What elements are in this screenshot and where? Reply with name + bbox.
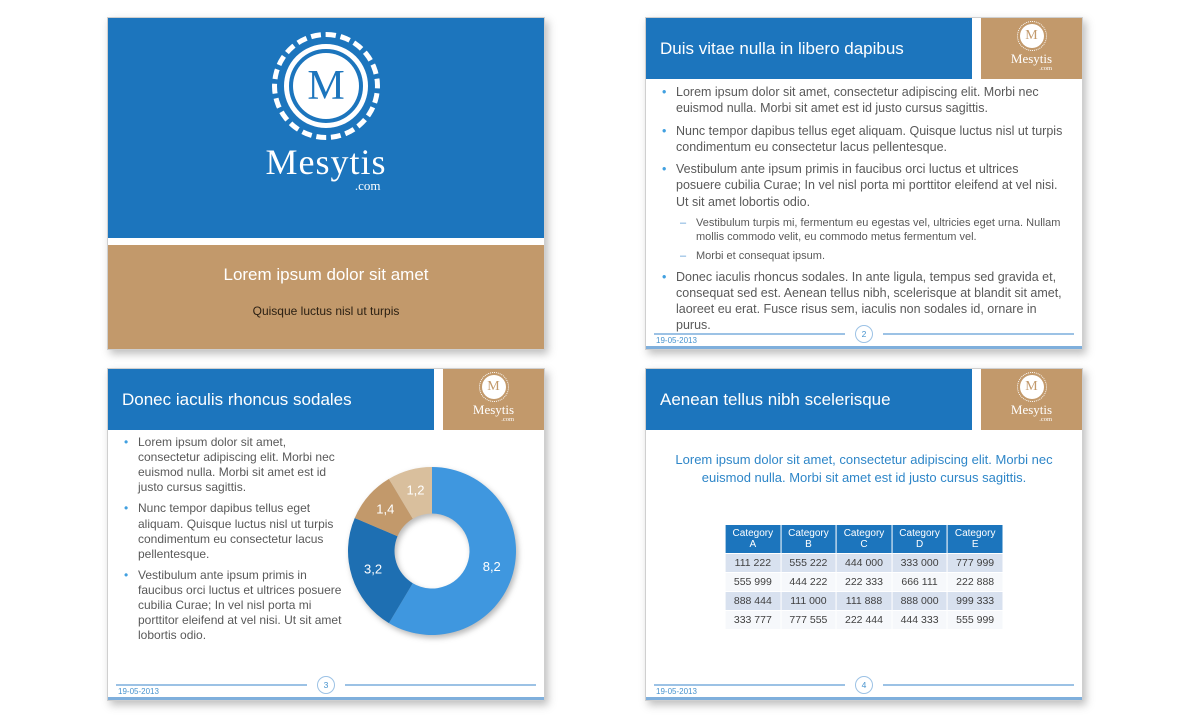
footer-line bbox=[345, 684, 536, 686]
slide-date: 19-05-2013 bbox=[656, 687, 697, 696]
brand-name: Mesytis bbox=[472, 402, 515, 418]
sub-bullet-item: – Morbi et consequat ipsum. bbox=[656, 249, 1066, 263]
logo-monogram-circle-icon bbox=[482, 375, 506, 399]
bullet-item: • Lorem ipsum dolor sit amet, consectetur adipiscing elit. Morbi nec euismod nulla. Morbi sit amet est id justo cursus sagittis. bbox=[656, 84, 1066, 117]
table-cell: 777 999 bbox=[947, 554, 1003, 573]
brand-tld: .com bbox=[354, 177, 381, 193]
slide2-title: Duis vitae nulla in libero dapibus bbox=[660, 38, 904, 58]
table-header-cell: Category B bbox=[781, 525, 837, 554]
table-header-cell: Category C bbox=[836, 525, 892, 554]
header-divider bbox=[972, 18, 981, 79]
table-cell: 888 000 bbox=[892, 592, 948, 611]
bullet-item: • Vestibulum ante ipsum primis in faucibus orci luctus et ultrices posuere cubilia Curae; In vel nisl porta mi porttitor eleifend at vel nisi. Ut sit amet lobortis odio. bbox=[656, 161, 1066, 210]
slide4-title: Aenean tellus nibh scelerisque bbox=[660, 389, 891, 409]
table-cell: 999 333 bbox=[947, 592, 1003, 611]
slide-date: 19-05-2013 bbox=[656, 336, 697, 345]
footer-line bbox=[883, 333, 1074, 335]
table-cell: 555 999 bbox=[947, 611, 1003, 630]
page-number-badge: 4 bbox=[855, 676, 873, 694]
table-header-cell: Category D bbox=[892, 525, 948, 554]
slide-bottom-border bbox=[646, 697, 1082, 700]
deck-title: Lorem ipsum dolor sit amet bbox=[223, 265, 429, 284]
slide3-header bbox=[108, 369, 544, 430]
footer-line bbox=[116, 684, 307, 686]
slide-bottom-border bbox=[646, 346, 1082, 349]
table-row bbox=[725, 554, 1003, 573]
brand-tld: .com bbox=[1039, 65, 1053, 73]
bullet-list bbox=[118, 435, 346, 643]
slide-thumbnail-3[interactable] bbox=[107, 368, 545, 701]
slide-thumbnail-1[interactable] bbox=[107, 17, 545, 350]
slide2-title-bar bbox=[646, 18, 972, 79]
bullet-item: • Nunc tempor dapibus tellus eget aliquam. Quisque luctus nisl ut turpis condimentum eu consectetur lacus pellentesque. bbox=[118, 501, 346, 561]
logo-monogram: M bbox=[1025, 379, 1038, 395]
title-slide-blue-panel bbox=[108, 18, 544, 238]
brand-logo bbox=[272, 32, 380, 140]
slide4-title-bar bbox=[646, 369, 972, 430]
slide4-intro-text: Lorem ipsum dolor sit amet, consectetur adipiscing elit. Morbi nec euismod nulla. Morbi sit amet est id justo cursus sagittis. bbox=[675, 452, 1053, 485]
table-row bbox=[725, 592, 1003, 611]
table-cell: 222 444 bbox=[836, 611, 892, 630]
table-row bbox=[725, 573, 1003, 592]
logo-monogram-circle-icon bbox=[1020, 375, 1044, 399]
slide2-header bbox=[646, 18, 1082, 79]
slide-thumbnail-4[interactable] bbox=[645, 368, 1083, 701]
logo-monogram: M bbox=[487, 379, 500, 395]
slide-date: 19-05-2013 bbox=[118, 687, 159, 696]
table-cell: 666 111 bbox=[892, 573, 948, 592]
table-cell: 444 222 bbox=[781, 573, 837, 592]
title-slide-tan-panel bbox=[108, 245, 544, 349]
table-header-cell: Category A bbox=[725, 525, 781, 554]
table-cell: 111 222 bbox=[725, 554, 781, 573]
footer-line bbox=[654, 684, 845, 686]
donut-slice-label: 8,2 bbox=[482, 558, 501, 574]
table-cell: 555 999 bbox=[725, 573, 781, 592]
table-cell: 333 777 bbox=[725, 611, 781, 630]
table-cell: 222 888 bbox=[947, 573, 1003, 592]
logo-monogram: M bbox=[1025, 28, 1038, 44]
slide-bottom-border bbox=[108, 697, 544, 700]
logo-monogram: M bbox=[307, 63, 345, 109]
bullet-item: • Vestibulum ante ipsum primis in faucibus orci luctus et ultrices posuere cubilia Curae; In vel nisl porta mi porttitor eleifend at vel nisi. Ut sit amet lobortis odio. bbox=[118, 568, 346, 644]
brand-wordmark bbox=[108, 144, 544, 195]
sub-bullet-item: – Vestibulum turpis mi, fermentum eu egestas vel, ultricies eget urna. Nullam mollis commodo velit, eu commodo metus fermentum vel. bbox=[656, 216, 1066, 245]
brand-tld: .com bbox=[501, 416, 515, 424]
table-cell: 444 333 bbox=[892, 611, 948, 630]
slide3-title-bar bbox=[108, 369, 434, 430]
donut-slice-label: 1,2 bbox=[406, 482, 425, 498]
logo-monogram-circle-icon bbox=[293, 53, 359, 119]
table-cell: 111 000 bbox=[781, 592, 837, 611]
table-header-cell: Category E bbox=[947, 525, 1003, 554]
footer-line bbox=[654, 333, 845, 335]
table-row bbox=[725, 611, 1003, 630]
donut-slice-label: 1,4 bbox=[376, 501, 395, 517]
table-cell: 111 888 bbox=[836, 592, 892, 611]
slide3-footer-rule bbox=[116, 676, 536, 694]
table-cell: 888 444 bbox=[725, 592, 781, 611]
page-number-badge: 3 bbox=[317, 676, 335, 694]
header-divider bbox=[972, 369, 981, 430]
header-divider bbox=[434, 369, 443, 430]
page-number-badge: 2 bbox=[855, 325, 873, 343]
brand-name: Mesytis bbox=[265, 142, 387, 182]
deck-subtitle: Quisque luctus nisl ut turpis bbox=[252, 304, 400, 318]
slide2-body bbox=[656, 84, 1066, 340]
logo-monogram-circle-icon bbox=[1020, 24, 1044, 48]
bullet-item: • Lorem ipsum dolor sit amet, consectetur adipiscing elit. Morbi nec euismod nulla. Morbi sit amet est id justo cursus sagittis. bbox=[118, 435, 346, 495]
footer-line bbox=[883, 684, 1074, 686]
slide4-footer-rule bbox=[654, 676, 1074, 694]
brand-tld: .com bbox=[1039, 416, 1053, 424]
slide4-header bbox=[646, 369, 1082, 430]
table-cell: 555 222 bbox=[781, 554, 837, 573]
table-cell: 222 333 bbox=[836, 573, 892, 592]
bullet-item: • Nunc tempor dapibus tellus eget aliquam. Quisque luctus nisl ut turpis condimentum eu consectetur lacus pellentesque. bbox=[656, 123, 1066, 156]
header-logo-box bbox=[443, 369, 544, 430]
slide3-title: Donec iaculis rhoncus sodales bbox=[122, 389, 352, 409]
table-cell: 444 000 bbox=[836, 554, 892, 573]
slide-thumbnail-2[interactable] bbox=[645, 17, 1083, 350]
bullet-list bbox=[656, 84, 1066, 334]
brand-name: Mesytis bbox=[1010, 402, 1053, 418]
slide2-footer-rule bbox=[654, 325, 1074, 343]
bullet-item: • Donec iaculis rhoncus sodales. In ante ligula, tempus sed gravida et, consequat sed est. Aenean tellus nibh, scelerisque at blandit sit amet, laoreet eu erat. Fusce risus sem, iaculis non sodales id, ornare in purus. bbox=[656, 269, 1066, 334]
data-table bbox=[725, 524, 1004, 630]
brand-name: Mesytis bbox=[1010, 51, 1053, 67]
table-cell: 333 000 bbox=[892, 554, 948, 573]
header-logo-box bbox=[981, 18, 1082, 79]
title-slide-divider bbox=[108, 238, 544, 245]
slide3-body bbox=[118, 435, 346, 649]
header-logo-box bbox=[981, 369, 1082, 430]
donut-chart bbox=[336, 455, 528, 647]
donut-slice-label: 3,2 bbox=[363, 561, 383, 577]
table-cell: 777 555 bbox=[781, 611, 837, 630]
